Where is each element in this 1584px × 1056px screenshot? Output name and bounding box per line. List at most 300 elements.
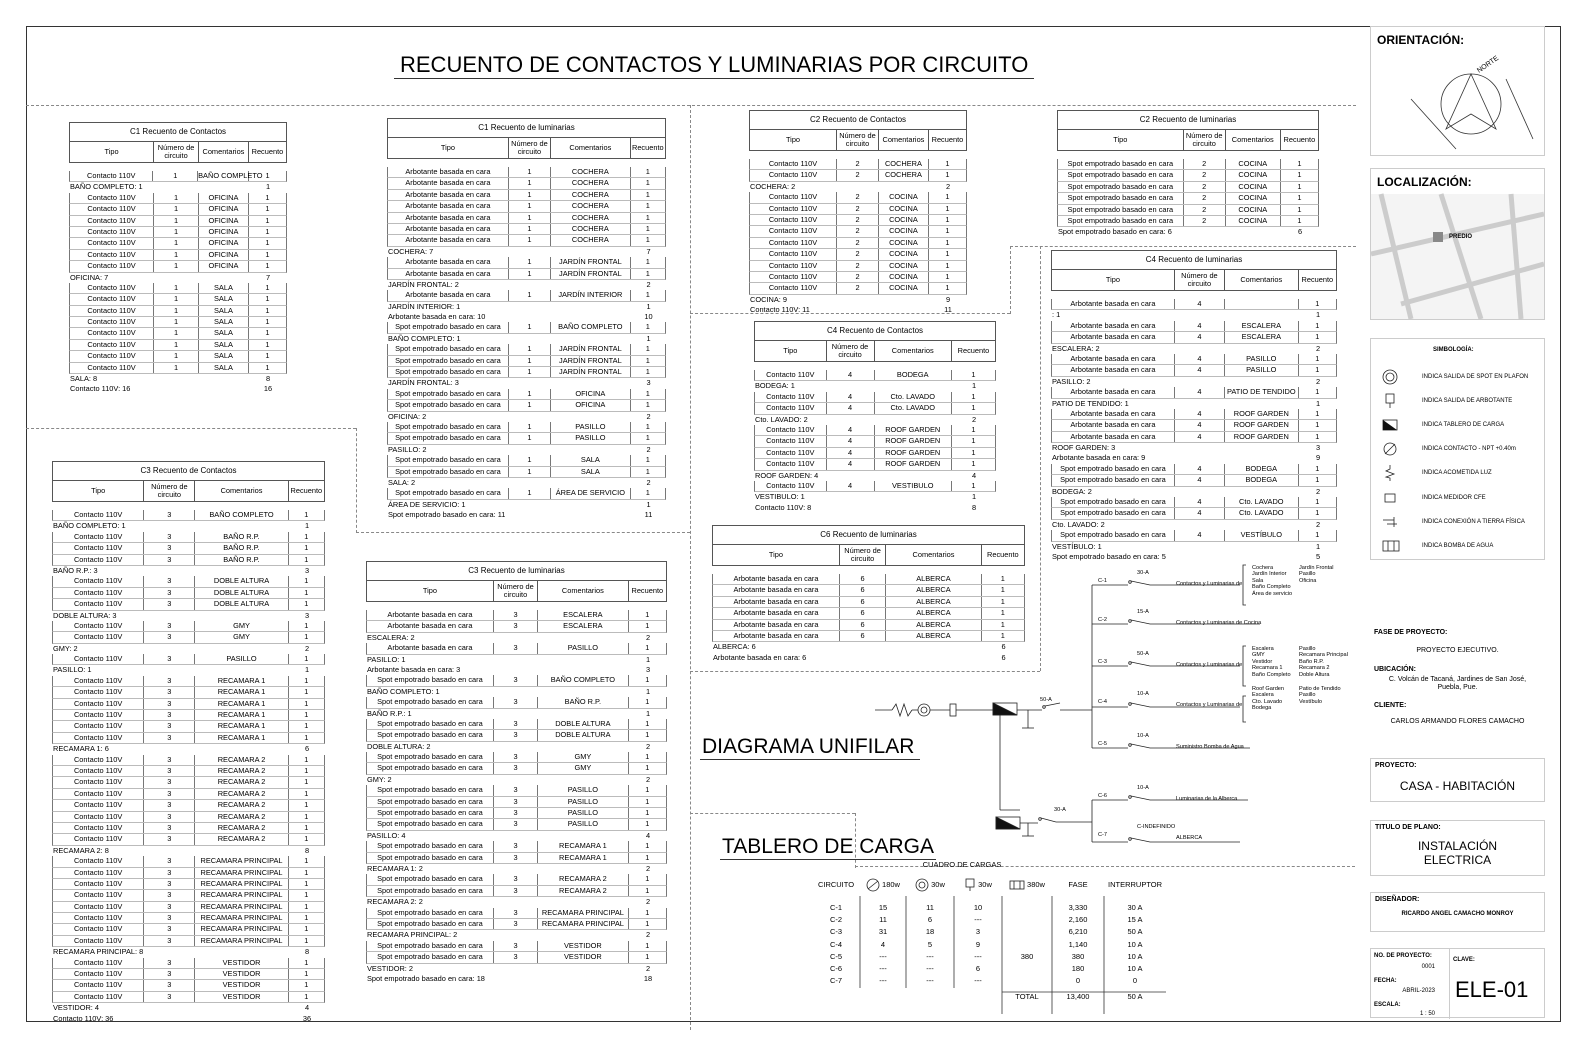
table-cell: 4 bbox=[827, 403, 875, 413]
subtotal-label: RECAMARA PRINCIPAL: 8 bbox=[53, 947, 144, 957]
table-cell: 6 bbox=[840, 631, 886, 641]
table-cell: RECAMARA 2 bbox=[195, 777, 288, 787]
legend-text: INDICA SALIDA DE SPOT EN PLAFON bbox=[1422, 374, 1529, 380]
table-header bbox=[754, 341, 996, 362]
table-caption: C2 Recuento de luminarias bbox=[1057, 110, 1319, 130]
table-cell: 4 bbox=[1175, 530, 1225, 540]
table-cell: Arbotante basada en cara bbox=[1052, 432, 1175, 442]
table-cell: 4 bbox=[1175, 387, 1225, 397]
table-cell: Arbotante basada en cara bbox=[388, 167, 509, 177]
table-cell: 1 bbox=[945, 226, 950, 236]
table-cell: 1 bbox=[154, 238, 199, 248]
titleblock-localizacion bbox=[1370, 168, 1545, 320]
table-cell: Spot empotrado basado en cara bbox=[388, 344, 509, 354]
subtotal-value: 1 bbox=[645, 686, 651, 696]
sub-breaker-label: 30-A bbox=[1054, 807, 1066, 813]
subtotal-label: Arbotante basada en cara: 3 bbox=[367, 664, 461, 674]
table-subtotal-row bbox=[52, 947, 325, 957]
titulo-value-1: INSTALACIÓN bbox=[1417, 839, 1498, 853]
table-header bbox=[52, 481, 325, 502]
table-row bbox=[754, 370, 996, 381]
table-cell: Arbotante basada en cara bbox=[1052, 354, 1175, 364]
subtotal-label: ROOF GARDEN: 3 bbox=[1052, 443, 1116, 453]
table-cell: 3 bbox=[144, 777, 195, 787]
table-cell: Cto. LAVADO bbox=[875, 403, 952, 413]
table-cell: 1 bbox=[645, 752, 650, 762]
table-row bbox=[387, 290, 666, 301]
table-cell: 3 bbox=[494, 643, 538, 653]
load-table-cell: 30 A bbox=[1127, 903, 1143, 912]
table-header-cell: Recuento bbox=[1283, 135, 1316, 144]
subtotal-value: 1 bbox=[971, 492, 977, 502]
table-cell: 1 bbox=[154, 250, 199, 260]
table-cell: 1 bbox=[304, 721, 309, 731]
table-cell: 1 bbox=[154, 193, 199, 203]
table-header-cell: Comentarios bbox=[875, 341, 952, 361]
table-row bbox=[52, 588, 325, 599]
table-cell: COCHERA bbox=[551, 224, 631, 234]
table-cell: 1 bbox=[265, 317, 270, 327]
table-cell: COCINA bbox=[879, 238, 929, 248]
table-cell: Contacto 110V bbox=[53, 654, 144, 664]
table-cell: Arbotante basada en cara bbox=[367, 643, 494, 653]
subtotal-label: Arbotante basada en cara: 6 bbox=[713, 652, 807, 662]
table-cell: 1 bbox=[1315, 463, 1320, 473]
table-cell: Contacto 110V bbox=[70, 294, 154, 304]
table-cell: Spot empotrado basado en cara bbox=[367, 808, 494, 818]
table-cell: RECAMARA 2 bbox=[195, 834, 288, 844]
table-cell: OFICINA bbox=[551, 400, 631, 410]
table-row bbox=[366, 808, 667, 819]
clave-label: CLAVE: bbox=[1453, 957, 1475, 963]
table-cell: 4 bbox=[1175, 432, 1225, 442]
table-row bbox=[69, 216, 287, 227]
table-cell: Arbotante basada en cara bbox=[388, 257, 509, 267]
table-row bbox=[1051, 420, 1337, 431]
table-cell: Contacto 110V bbox=[70, 261, 154, 271]
load-total-fase: 13,400 bbox=[1066, 992, 1090, 1002]
table-cell: 1 bbox=[645, 189, 650, 199]
table-row bbox=[52, 868, 325, 879]
table-row bbox=[52, 980, 325, 991]
table-cell: Contacto 110V bbox=[755, 392, 827, 402]
table-cell: 3 bbox=[144, 632, 195, 642]
table-cell: BAÑO R.P. bbox=[195, 543, 288, 553]
table-cell: 4 bbox=[827, 459, 875, 469]
table-cell: 3 bbox=[144, 936, 195, 946]
circuit-description: ALBERCA bbox=[1176, 835, 1203, 841]
table-cell: Spot empotrado basado en cara bbox=[1058, 216, 1184, 226]
table-cell: 1 bbox=[304, 754, 309, 764]
table-header-cell: Comentarios bbox=[1225, 270, 1299, 290]
load-table-cell: --- bbox=[974, 915, 982, 925]
subtotal-value: 1 bbox=[645, 708, 651, 718]
table-cell: RECAMARA 1 bbox=[195, 687, 288, 697]
subtotal-value: 7 bbox=[265, 272, 271, 282]
table-cell: Spot empotrado basado en cara bbox=[367, 819, 494, 829]
table-row bbox=[52, 969, 325, 980]
table-cell: RECAMARA PRINCIPAL bbox=[195, 856, 288, 866]
table-row bbox=[387, 235, 666, 246]
table-cell: 3 bbox=[144, 654, 195, 664]
table-cell: ROOF GARDEN bbox=[1225, 432, 1299, 442]
table-subtotal-row bbox=[387, 378, 666, 388]
table-cell: 1 bbox=[645, 455, 650, 465]
table-cell bbox=[1225, 299, 1299, 309]
subtotal-label: RECAMARA 1: 6 bbox=[53, 744, 109, 754]
load-table-cell: 50 A bbox=[1127, 927, 1143, 937]
table-row bbox=[69, 351, 287, 362]
circuit-id-label: C-3 bbox=[1098, 659, 1108, 665]
table-header-cell: Recuento bbox=[251, 147, 284, 156]
table-row bbox=[1051, 475, 1337, 486]
table-row bbox=[1051, 497, 1337, 508]
subtotal-label: : 1 bbox=[1052, 310, 1061, 320]
table-cell: ROOF GARDEN bbox=[875, 459, 952, 469]
table-cell: VESTIDOR bbox=[538, 941, 628, 951]
table-cell: 1 bbox=[304, 732, 309, 742]
table-cell: 1 bbox=[304, 811, 309, 821]
table-cell: Arbotante basada en cara bbox=[1052, 321, 1175, 331]
table-cell: Spot empotrado basado en cara bbox=[1058, 182, 1184, 192]
table-row bbox=[1057, 182, 1319, 193]
table-cell: 1 bbox=[1000, 585, 1005, 595]
table-cell: 1 bbox=[304, 632, 309, 642]
ubicacion-value-2: Puebla, Pue. bbox=[1437, 684, 1478, 691]
table-cell: OFICINA bbox=[199, 238, 249, 248]
table-row bbox=[366, 643, 667, 654]
table-cell: 1 bbox=[509, 389, 551, 399]
table-cell: Spot empotrado basado en cara bbox=[388, 488, 509, 498]
legend-text: INDICA BOMBA DE AGUA bbox=[1422, 542, 1494, 549]
table-cell: 1 bbox=[154, 306, 199, 316]
table-row bbox=[387, 455, 666, 466]
table-cell: 1 bbox=[154, 261, 199, 271]
table-c2-contactos bbox=[749, 110, 967, 315]
circuit-area: Área de servicio bbox=[1252, 590, 1293, 597]
table-row bbox=[69, 363, 287, 374]
table-cell: 1 bbox=[1000, 608, 1005, 618]
table-cell: 1 bbox=[645, 718, 650, 728]
table-row bbox=[749, 272, 967, 283]
table-cell: 2 bbox=[1184, 205, 1226, 215]
table-subtotal-row bbox=[387, 478, 666, 488]
divider-left-step bbox=[356, 428, 357, 533]
table-cell: Spot empotrado basado en cara bbox=[1052, 508, 1175, 518]
table-caption: C2 Recuento de Contactos bbox=[749, 110, 967, 130]
table-row bbox=[1057, 216, 1319, 227]
subtotal-value: 9 bbox=[1315, 453, 1321, 463]
table-row bbox=[69, 250, 287, 261]
table-row bbox=[387, 467, 666, 478]
table-caption: C6 Recuento de luminarias bbox=[712, 525, 1025, 545]
table-cell: 1 bbox=[1315, 332, 1320, 342]
table-cell: Contacto 110V bbox=[750, 159, 837, 169]
subtotal-value: 1 bbox=[304, 665, 310, 675]
subtotal-label: Contacto 110V: 8 bbox=[755, 502, 812, 512]
table-cell: 1 bbox=[1315, 475, 1320, 485]
table-cell: 3 bbox=[144, 676, 195, 686]
table-header-cell: Tipo bbox=[70, 142, 154, 162]
load-total-interruptor: 50 A bbox=[1127, 992, 1143, 1002]
table-cell: JARDÍN FRONTAL bbox=[551, 257, 631, 267]
table-cell: Contacto 110V bbox=[53, 902, 144, 912]
table-cell: 1 bbox=[1315, 387, 1320, 397]
titleblock-left-fields bbox=[1371, 949, 1450, 1019]
table-cell: Contacto 110V bbox=[53, 721, 144, 731]
table-cell: Spot empotrado basado en cara bbox=[388, 433, 509, 443]
table-cell: 1 bbox=[645, 697, 650, 707]
table-cell: COCINA bbox=[1226, 216, 1281, 226]
table-cell: 1 bbox=[304, 822, 309, 832]
table-row bbox=[366, 919, 667, 930]
table-cell: VESTÍBULO bbox=[1225, 530, 1299, 540]
table-subtotal-row bbox=[1051, 377, 1337, 387]
load-table-cell: --- bbox=[926, 976, 934, 986]
table-cell: GMY bbox=[538, 752, 628, 762]
table-cell: 1 bbox=[971, 436, 976, 446]
table-cell: 1 bbox=[645, 367, 650, 377]
table-cell: 3 bbox=[494, 797, 538, 807]
table-cell: 1 bbox=[945, 260, 950, 270]
table-cell: COCINA bbox=[879, 215, 929, 225]
fecha-value: ABRIL-2023 bbox=[1402, 988, 1435, 994]
table-cell: Spot empotrado basado en cara bbox=[388, 400, 509, 410]
table-cell: 3 bbox=[494, 886, 538, 896]
table-cell: 4 bbox=[827, 436, 875, 446]
subtotal-label: Contacto 110V: 16 bbox=[70, 384, 131, 394]
table-cell: Spot empotrado basado en cara bbox=[388, 356, 509, 366]
table-cell: 1 bbox=[154, 204, 199, 214]
table-cell: Spot empotrado basado en cara bbox=[367, 719, 494, 729]
table-row bbox=[1057, 170, 1319, 181]
table-subtotal-row bbox=[366, 864, 667, 874]
table-header-cell: Recuento bbox=[631, 586, 664, 595]
table-cell: RECAMARA PRINCIPAL bbox=[195, 924, 288, 934]
table-cell: RECAMARA PRINCIPAL bbox=[195, 913, 288, 923]
fase-value: PROYECTO EJECUTIVO. bbox=[1416, 647, 1499, 654]
circuit-description: Contactos y Luminarias de Cocina bbox=[1176, 620, 1262, 626]
table-row bbox=[69, 328, 287, 339]
subtotal-value: 1 bbox=[646, 333, 651, 343]
table-subtotal-row bbox=[1057, 227, 1319, 237]
circuit-area: Pasillo bbox=[1299, 571, 1316, 578]
table-cell: 1 bbox=[509, 367, 551, 377]
table-cell: SALA bbox=[199, 340, 249, 350]
table-row bbox=[749, 261, 967, 272]
table-row bbox=[1051, 299, 1337, 310]
table-subtotal-row bbox=[69, 182, 287, 192]
table-row bbox=[366, 819, 667, 830]
table-header-cell: Recuento bbox=[931, 135, 964, 144]
table-cell: SALA bbox=[199, 328, 249, 338]
table-cell: 1 bbox=[1297, 193, 1302, 203]
table-cell: PASILLO bbox=[538, 808, 628, 818]
table-cell: Spot empotrado basado en cara bbox=[367, 797, 494, 807]
subtotal-value: 8 bbox=[265, 374, 271, 384]
subtotal-value: 5 bbox=[1315, 551, 1321, 561]
table-cell: 2 bbox=[837, 215, 879, 225]
table-row bbox=[69, 294, 287, 305]
ubicacion-label: UBICACIÓN: bbox=[1374, 666, 1416, 673]
table-subtotal-row bbox=[366, 974, 667, 984]
table-cell: OFICINA bbox=[199, 250, 249, 260]
table-cell: 4 bbox=[827, 370, 875, 380]
table-row bbox=[52, 890, 325, 901]
table-cell: 1 bbox=[265, 171, 270, 180]
table-cell: COCHERA bbox=[551, 178, 631, 188]
table-cell: 3 bbox=[494, 808, 538, 818]
table-cell: Contacto 110V bbox=[70, 193, 154, 203]
table-cell: Spot empotrado basado en cara bbox=[367, 841, 494, 851]
table-subtotal-row bbox=[366, 742, 667, 752]
table-cell: Contacto 110V bbox=[53, 868, 144, 878]
table-subtotal-row bbox=[52, 665, 325, 675]
circuit-area: Jardín Interior bbox=[1252, 571, 1287, 578]
table-row bbox=[52, 676, 325, 687]
circuit-area: Baño Completo bbox=[1252, 671, 1291, 678]
titulo-value-2: ELECTRICA bbox=[1423, 853, 1492, 867]
table-cell: 1 bbox=[1315, 408, 1320, 418]
divider-tablero bbox=[690, 813, 855, 814]
table-cell: RECAMARA 2 bbox=[195, 812, 288, 822]
load-table-cell: 4 bbox=[880, 939, 886, 949]
table-header bbox=[749, 130, 967, 151]
table-cell: Contacto 110V bbox=[750, 238, 837, 248]
table-cell: SALA bbox=[551, 467, 631, 477]
table-cell: Spot empotrado basado en cara bbox=[1052, 530, 1175, 540]
subtotal-value: 11 bbox=[944, 305, 952, 315]
table-caption: C3 Recuento de Contactos bbox=[52, 461, 325, 481]
table-cell: RECAMARA 2 bbox=[195, 789, 288, 799]
subtotal-label: SALA: 8 bbox=[70, 374, 98, 384]
main-title-underline bbox=[394, 78, 1034, 79]
table-row bbox=[366, 908, 667, 919]
table-cell: BAÑO R.P. bbox=[538, 697, 628, 707]
table-row bbox=[69, 227, 287, 238]
table-row bbox=[52, 543, 325, 554]
table-cell: 3 bbox=[144, 879, 195, 889]
table-cell: Arbotante basada en cara bbox=[713, 631, 840, 641]
table-cell: 1 bbox=[509, 213, 551, 223]
table-cell: COCINA bbox=[879, 272, 929, 282]
main-breaker-label: 50-A bbox=[1040, 697, 1052, 703]
table-cell: 1 bbox=[1315, 431, 1320, 441]
subtotal-label: VESTÍBULO: 1 bbox=[1052, 541, 1102, 551]
table-cell: JARDÍN FRONTAL bbox=[551, 269, 631, 279]
table-cell: RECAMARA 1 bbox=[195, 733, 288, 743]
circuit-area: GMY bbox=[1252, 652, 1265, 659]
arbotante-icon bbox=[964, 878, 976, 892]
table-subtotal-row bbox=[69, 374, 287, 384]
table-cell: 1 bbox=[304, 788, 309, 798]
table-header-cell: Tipo bbox=[53, 481, 144, 501]
location-map bbox=[1371, 194, 1544, 319]
table-row bbox=[749, 204, 967, 215]
subtotal-value: 2 bbox=[645, 963, 651, 973]
table-row bbox=[52, 699, 325, 710]
circuit-area: Cochera bbox=[1252, 565, 1274, 571]
subtotal-value: 2 bbox=[646, 411, 651, 421]
load-table-cell: 18 bbox=[925, 927, 935, 937]
table-header-cell: Tipo bbox=[1052, 270, 1175, 290]
table-cell: 4 bbox=[1175, 464, 1225, 474]
subtotal-label: GMY: 2 bbox=[53, 643, 78, 653]
load-header-180w: 180w bbox=[882, 880, 900, 889]
table-cell: 1 bbox=[645, 918, 650, 928]
table-cell: 3 bbox=[144, 755, 195, 765]
circuit-id-label: C-1 bbox=[1098, 578, 1108, 584]
table-cell: 1 bbox=[265, 294, 270, 304]
table-row bbox=[366, 785, 667, 796]
legend-text: INDICA MEDIDOR CFE bbox=[1422, 494, 1486, 501]
table-cell: COCHERA bbox=[879, 159, 929, 169]
table-row bbox=[754, 425, 996, 436]
load-table-cell: C-4 bbox=[829, 939, 843, 949]
table-cell: 2 bbox=[837, 226, 879, 236]
table-cell: 3 bbox=[494, 841, 538, 851]
table-cell: ESCALERA bbox=[538, 610, 628, 620]
table-cell: 1 bbox=[645, 819, 650, 829]
table-cell: ALBERCA bbox=[886, 608, 981, 618]
table-cell: 3 bbox=[144, 721, 195, 731]
table-row bbox=[754, 481, 996, 492]
table-row bbox=[52, 879, 325, 890]
table-cell: JARDÍN FRONTAL bbox=[551, 367, 631, 377]
table-cell: 1 bbox=[1315, 365, 1320, 375]
table-cell: Spot empotrado basado en cara bbox=[1058, 193, 1184, 203]
circuit-area: Recamara Principal bbox=[1299, 652, 1348, 659]
table-cell: 3 bbox=[494, 730, 538, 740]
table-cell: 1 bbox=[1297, 159, 1302, 168]
table-cell: VESTIDOR bbox=[538, 952, 628, 962]
load-table-header-arbotante bbox=[954, 874, 1002, 896]
table-row bbox=[1057, 205, 1319, 216]
table-row bbox=[749, 226, 967, 237]
subtotal-label: VESTIDOR: 2 bbox=[367, 963, 413, 973]
table-header-cell: Comentarios bbox=[1226, 130, 1281, 150]
table-cell: RECAMARA PRINCIPAL bbox=[195, 868, 288, 878]
table-cell: RECAMARA 2 bbox=[195, 755, 288, 765]
table-cell: 1 bbox=[265, 339, 270, 349]
table-header-cell: Número de circuito bbox=[1175, 270, 1225, 290]
table-cell: Contacto 110V bbox=[53, 755, 144, 765]
table-cell: VESTIDOR bbox=[195, 980, 288, 990]
table-subtotal-row bbox=[52, 1014, 325, 1024]
table-cell: Contacto 110V bbox=[53, 710, 144, 720]
table-cell: 1 bbox=[1000, 630, 1005, 640]
table-cell: 4 bbox=[827, 425, 875, 435]
table-cell: 1 bbox=[265, 226, 270, 236]
table-row bbox=[52, 632, 325, 643]
table-cell: 3 bbox=[494, 853, 538, 863]
table-row bbox=[52, 902, 325, 913]
table-subtotal-row bbox=[749, 295, 967, 305]
table-subtotal-row bbox=[754, 381, 996, 391]
table-cell: Arbotante basada en cara bbox=[388, 290, 509, 300]
subtotal-label: JARDÍN FRONTAL: 2 bbox=[388, 279, 459, 289]
table-cell: BAÑO R.P. bbox=[195, 532, 288, 542]
table-cell: Contacto 110V bbox=[53, 676, 144, 686]
main-title bbox=[400, 52, 1028, 78]
table-cell: 2 bbox=[1184, 216, 1226, 226]
table-cell: 1 bbox=[645, 610, 650, 619]
table-cell: 1 bbox=[154, 340, 199, 350]
table-cell: Contacto 110V bbox=[750, 215, 837, 225]
table-cell: Contacto 110V bbox=[53, 980, 144, 990]
table-cell: Contacto 110V bbox=[53, 733, 144, 743]
load-table-cell: 6,210 bbox=[1068, 927, 1088, 937]
